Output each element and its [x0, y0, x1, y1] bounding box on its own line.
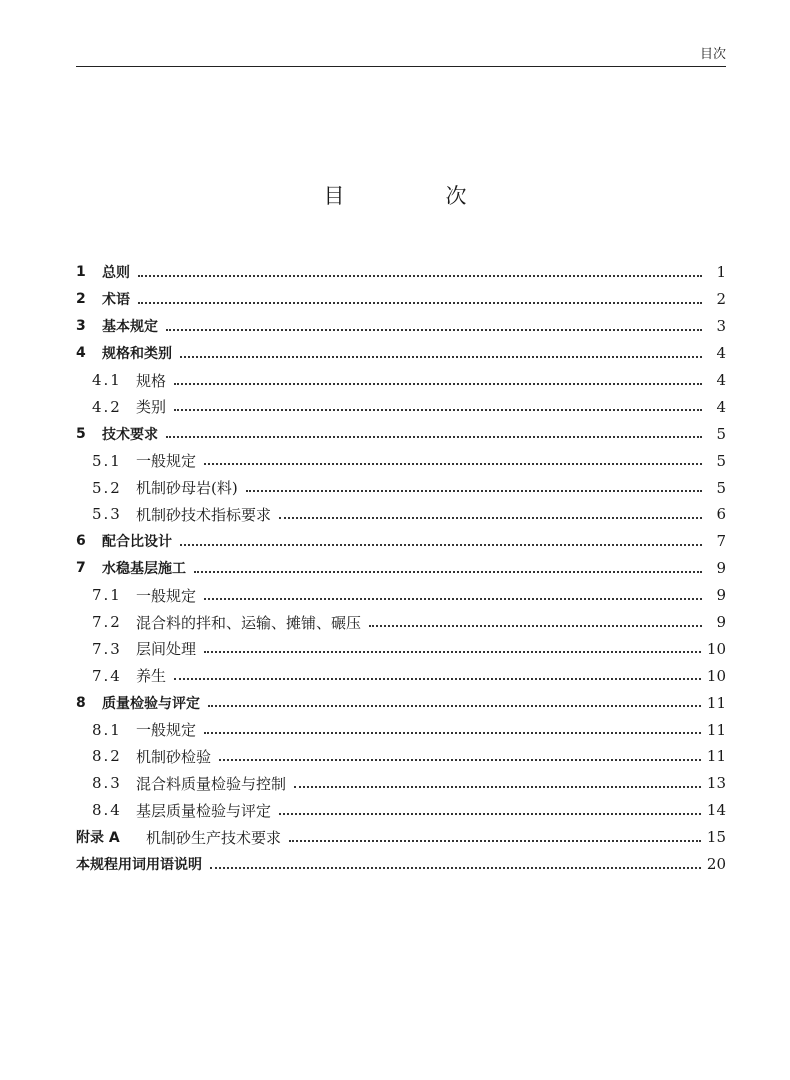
toc-entry-label: 一般规定	[136, 452, 197, 471]
toc-entry-page: 4	[716, 371, 726, 389]
toc-leader-dots	[279, 516, 702, 519]
toc-entry[interactable]	[76, 851, 726, 878]
toc-entry-number: 5	[76, 425, 86, 442]
toc-entry-page: 1	[716, 263, 726, 282]
toc-leader-dots	[204, 731, 701, 734]
toc-entry-page: 4	[716, 397, 726, 416]
toc-leader-dots	[210, 866, 701, 869]
toc-entry-page: 11	[706, 720, 726, 739]
toc-entry-number: 7	[76, 560, 86, 577]
toc-entry-page: 9	[716, 559, 726, 578]
toc-entry-label: 混合料质量检验与控制	[136, 774, 287, 793]
toc-entry[interactable]	[76, 635, 726, 662]
toc-entry-number: 4	[76, 345, 86, 362]
toc-entry-page: 20	[706, 855, 726, 874]
toc-entry[interactable]	[76, 367, 726, 394]
toc-entry-label: 机制砂技术指标要求	[136, 505, 272, 524]
toc-leader-dots	[204, 597, 702, 600]
table-of-contents	[76, 259, 726, 877]
toc-entry-label: 总则	[102, 265, 130, 282]
toc-leader-dots	[174, 677, 701, 680]
toc-leader-dots	[166, 328, 702, 331]
toc-entry-label: 养生	[136, 667, 167, 686]
toc-leader-dots	[194, 570, 702, 573]
toc-entry-page: 3	[716, 317, 726, 336]
toc-entry-label: 规格和类别	[102, 346, 172, 363]
toc-leader-dots	[138, 301, 702, 304]
toc-entry-page: 4	[716, 344, 726, 363]
toc-entry-label: 基层质量检验与评定	[136, 801, 272, 820]
toc-entry[interactable]	[76, 528, 726, 555]
toc-entry-number: 5.2	[92, 478, 122, 497]
toc-entry-number: 1	[76, 264, 86, 281]
toc-entry-page: 14	[706, 801, 726, 820]
toc-entry-page: 5	[716, 478, 726, 497]
toc-leader-dots	[204, 650, 701, 653]
toc-entry-number: 7.1	[92, 586, 122, 605]
toc-leader-dots	[294, 785, 701, 788]
toc-entry[interactable]	[76, 609, 726, 636]
toc-leader-dots	[138, 274, 702, 277]
toc-entry-page: 7	[716, 532, 726, 551]
toc-entry-label: 类别	[136, 398, 167, 417]
toc-entry-number: 7.4	[92, 666, 122, 685]
toc-entry-label: 配合比设计	[102, 534, 172, 551]
toc-entry[interactable]	[76, 501, 726, 528]
toc-leader-dots	[279, 812, 701, 815]
toc-leader-dots	[289, 839, 701, 842]
toc-entry[interactable]	[76, 474, 726, 501]
toc-entry-number: 8	[76, 694, 86, 711]
toc-entry-page: 9	[716, 586, 726, 605]
toc-entry[interactable]	[76, 582, 726, 609]
toc-entry-number: 7.3	[92, 639, 122, 658]
page-title: 目 次	[323, 184, 507, 208]
toc-entry-number: 6	[76, 533, 86, 550]
toc-entry[interactable]	[76, 689, 726, 716]
toc-entry[interactable]	[76, 313, 726, 340]
toc-leader-dots	[246, 489, 702, 492]
toc-entry-label: 机制砂检验	[136, 747, 212, 766]
toc-entry-page: 11	[706, 747, 726, 766]
toc-entry-number: 附录 A	[76, 830, 120, 847]
toc-leader-dots	[174, 382, 702, 385]
toc-entry-number: 3	[76, 318, 86, 335]
toc-entry-page: 11	[706, 693, 726, 712]
running-header-title: 目次	[699, 47, 726, 62]
toc-entry-number: 5.1	[92, 451, 122, 470]
toc-leader-dots	[208, 704, 701, 707]
toc-leader-dots	[219, 758, 701, 761]
toc-entry[interactable]	[76, 824, 726, 851]
toc-entry[interactable]	[76, 770, 726, 797]
toc-entry-number: 8.3	[92, 774, 122, 793]
toc-entry-label: 机制砂母岩(料)	[136, 479, 238, 498]
toc-entry-label: 技术要求	[102, 426, 158, 443]
toc-entry-number: 8.1	[92, 720, 122, 739]
toc-leader-dots	[166, 435, 702, 438]
toc-entry-number: 4.1	[92, 371, 122, 389]
toc-entry[interactable]	[76, 555, 726, 582]
toc-entry[interactable]	[76, 420, 726, 447]
toc-entry[interactable]	[76, 662, 726, 689]
toc-entry-label: 机制砂生产技术要求	[146, 828, 282, 847]
toc-entry-page: 2	[716, 290, 726, 309]
toc-entry-page: 5	[716, 451, 726, 470]
toc-entry-page: 10	[706, 666, 726, 685]
toc-entry[interactable]	[76, 716, 726, 743]
toc-entry-number: 4.2	[92, 397, 122, 416]
toc-leader-dots	[174, 408, 702, 411]
toc-entry-page: 5	[716, 424, 726, 443]
toc-entry[interactable]	[76, 797, 726, 824]
toc-entry-page: 15	[706, 828, 726, 847]
toc-entry-label: 质量检验与评定	[102, 695, 200, 712]
toc-leader-dots	[204, 462, 702, 465]
toc-entry-label: 基本规定	[102, 319, 158, 336]
toc-entry-page: 9	[716, 613, 726, 632]
toc-entry-label: 混合料的拌和、运输、摊铺、碾压	[136, 613, 362, 632]
toc-entry-label: 层间处理	[136, 640, 197, 659]
toc-entry[interactable]	[76, 447, 726, 474]
toc-entry-label: 一般规定	[136, 721, 197, 740]
toc-entry-label: 术语	[102, 292, 130, 309]
toc-entry-page: 6	[716, 505, 726, 524]
toc-entry[interactable]	[76, 393, 726, 420]
toc-entry-number: 8.2	[92, 747, 122, 766]
toc-entry-label: 水稳基层施工	[102, 561, 186, 578]
toc-entry-number: 7.2	[92, 613, 122, 632]
toc-entry[interactable]	[76, 259, 726, 286]
toc-entry-number: 5.3	[92, 505, 122, 524]
toc-entry-number: 8.4	[92, 801, 122, 820]
toc-leader-dots	[180, 355, 702, 358]
toc-entry-number: 2	[76, 291, 86, 308]
toc-entry-page: 13	[706, 774, 726, 793]
toc-entry[interactable]	[76, 743, 726, 770]
toc-entry[interactable]	[76, 286, 726, 313]
toc-entry[interactable]	[76, 340, 726, 367]
running-header	[76, 36, 726, 67]
toc-entry-label: 一般规定	[136, 586, 197, 605]
toc-entry-label: 规格	[136, 371, 167, 390]
toc-entry-label: 本规程用词用语说明	[76, 857, 202, 874]
toc-leader-dots	[180, 543, 702, 546]
toc-leader-dots	[369, 624, 702, 627]
toc-entry-page: 10	[706, 639, 726, 658]
